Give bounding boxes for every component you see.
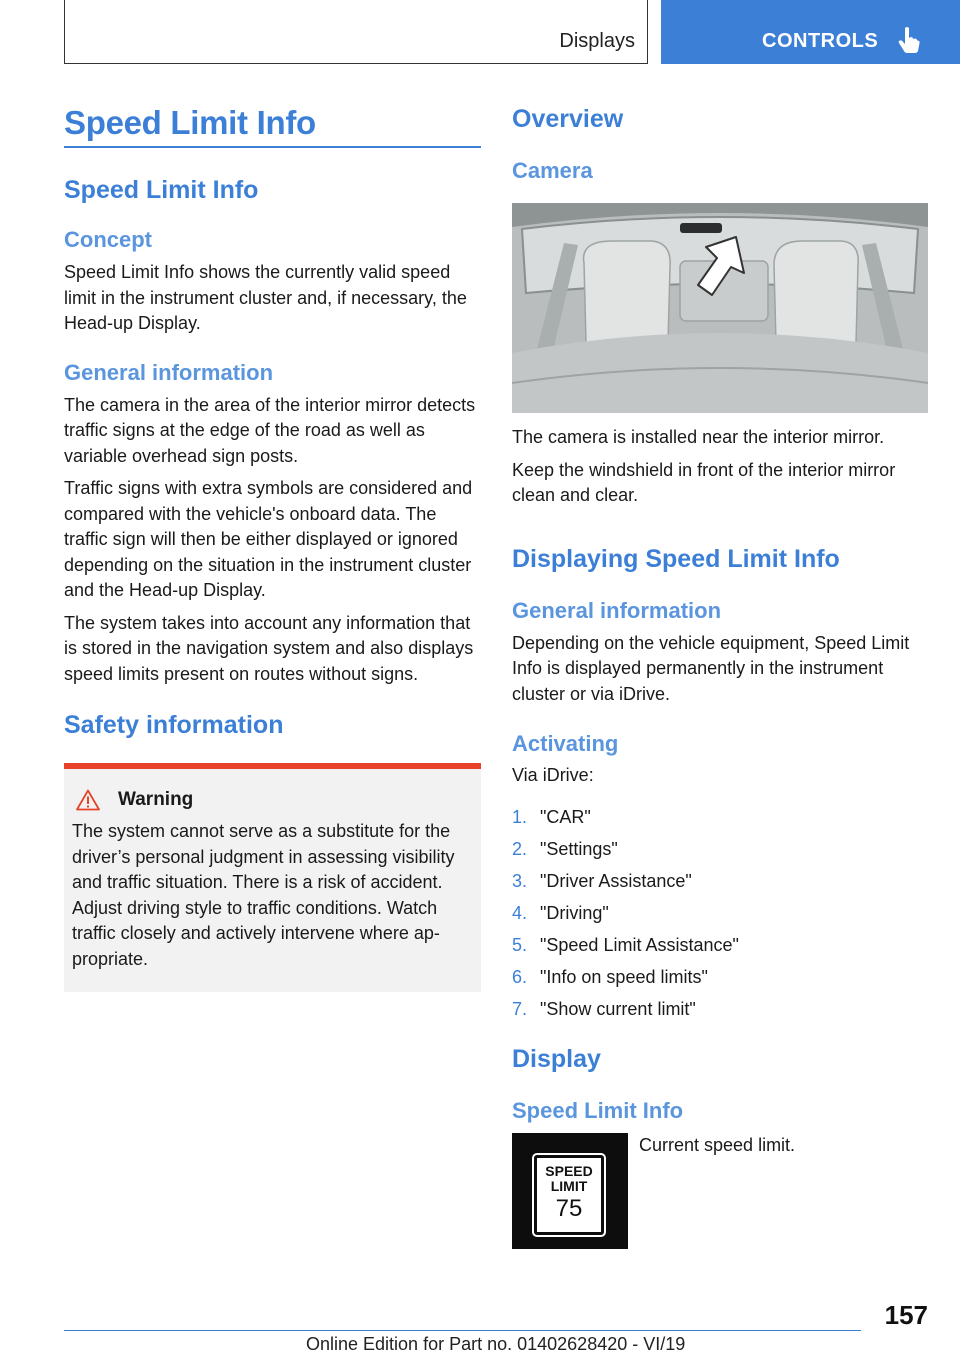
step-text: "Driver Assistance" — [540, 870, 692, 891]
footer-edition: Online Edition for Part no. 01402628420 - VI/19 — [306, 1334, 686, 1354]
section-heading-speed-limit-info: Speed Limit Info — [64, 176, 259, 204]
page-title: Speed Limit Info — [64, 104, 316, 141]
sign-line-speed: SPEED — [545, 1162, 593, 1179]
activation-steps-list — [512, 801, 928, 1025]
list-item — [512, 993, 928, 1025]
step-text: "CAR" — [540, 806, 591, 827]
step-number: 7. — [512, 998, 528, 1019]
warning-box — [64, 763, 481, 992]
warning-title: Warning — [118, 789, 194, 810]
step-text: "Info on speed limits" — [540, 966, 708, 987]
general-paragraph-3: The system takes into account any information that is stored in the navigation system and also displays speed limits present on routes without signs. — [64, 612, 474, 684]
step-number: 3. — [512, 870, 528, 891]
heading-general-information: General information — [64, 359, 274, 385]
list-item — [512, 833, 928, 865]
heading-general-information-right: General information — [512, 597, 722, 623]
camera-paragraph-1: The camera is installed near the interior mirror. — [512, 427, 885, 447]
warning-triangle-icon — [76, 789, 100, 811]
header-chapter-label: CONTROLS — [762, 30, 879, 52]
heading-display: Display — [512, 1044, 601, 1073]
header-section-box — [64, 0, 648, 64]
list-item — [512, 897, 928, 929]
step-text: "Driving" — [540, 902, 609, 923]
heading-safety-information: Safety information — [64, 711, 284, 739]
speed-limit-display-row — [512, 1133, 928, 1249]
camera-location-image — [512, 203, 928, 413]
general-paragraph-2: Traffic signs with extra symbols are considered and compared with the vehicle's onboard data. The traffic sign will then be either displayed or ignored depending on the situation in the instrument cluster and the Head-up Display. — [64, 478, 473, 600]
activating-intro: Via iDrive: — [512, 765, 594, 785]
page-number: 157 — [884, 1300, 928, 1330]
list-item — [512, 961, 928, 993]
footer-divider — [64, 1330, 861, 1331]
step-number: 6. — [512, 966, 528, 987]
heading-concept: Concept — [64, 227, 152, 252]
step-text: "Show current limit" — [540, 998, 696, 1019]
camera-paragraph-2: Keep the windshield in front of the interior mirror clean and clear. — [512, 459, 896, 505]
display-general-paragraph: Depending on the vehicle equipment, Speed Limit Info is displayed permanently in the instrument cluster or via iDrive. — [512, 632, 910, 704]
list-item — [512, 929, 928, 961]
sign-caption: Current speed limit. — [639, 1134, 796, 1155]
heading-overview: Overview — [512, 105, 624, 133]
step-text: "Settings" — [540, 838, 618, 859]
speed-limit-sign — [534, 1155, 604, 1235]
step-text: "Speed Limit Assistance" — [540, 934, 739, 955]
heading-activating: Activating — [512, 731, 619, 756]
step-number: 4. — [512, 902, 528, 923]
sign-line-limit: LIMIT — [550, 1177, 588, 1194]
general-paragraph-1: The camera in the area of the interior mirror detects traffic signs at the edge of the road as well as variable overhead sign posts. — [64, 394, 476, 466]
step-number: 1. — [512, 806, 528, 827]
list-item — [512, 801, 928, 833]
right-column — [512, 100, 928, 1249]
heading-display-speed-limit-info: Speed Limit Info — [512, 1097, 684, 1123]
warning-header — [76, 789, 473, 811]
speed-limit-sign-image — [512, 1133, 628, 1249]
title-divider — [64, 146, 481, 148]
heading-camera: Camera — [512, 158, 593, 183]
list-item — [512, 865, 928, 897]
left-column — [64, 100, 481, 992]
heading-displaying-speed-limit-info: Displaying Speed Limit Info — [512, 544, 840, 573]
header-section-label: Displays — [559, 30, 635, 52]
concept-paragraph: Speed Limit Info shows the currently valid speed limit in the instrument cluster and, if necessary, the Head-up Display. — [64, 262, 467, 333]
step-number: 2. — [512, 838, 528, 859]
warning-text: The system cannot serve as a substitute for the driver’s personal judgment in assessing visibility and traffic situation. There is a risk of accident. Adjust driving style to traffic conditions. Watch traffic closely and actively intervene where appropriate. — [72, 821, 455, 969]
sign-speed-value: 75 — [555, 1194, 583, 1222]
hand-pointer-icon — [896, 26, 920, 54]
header-chapter-tab — [661, 0, 960, 64]
step-number: 5. — [512, 934, 528, 955]
